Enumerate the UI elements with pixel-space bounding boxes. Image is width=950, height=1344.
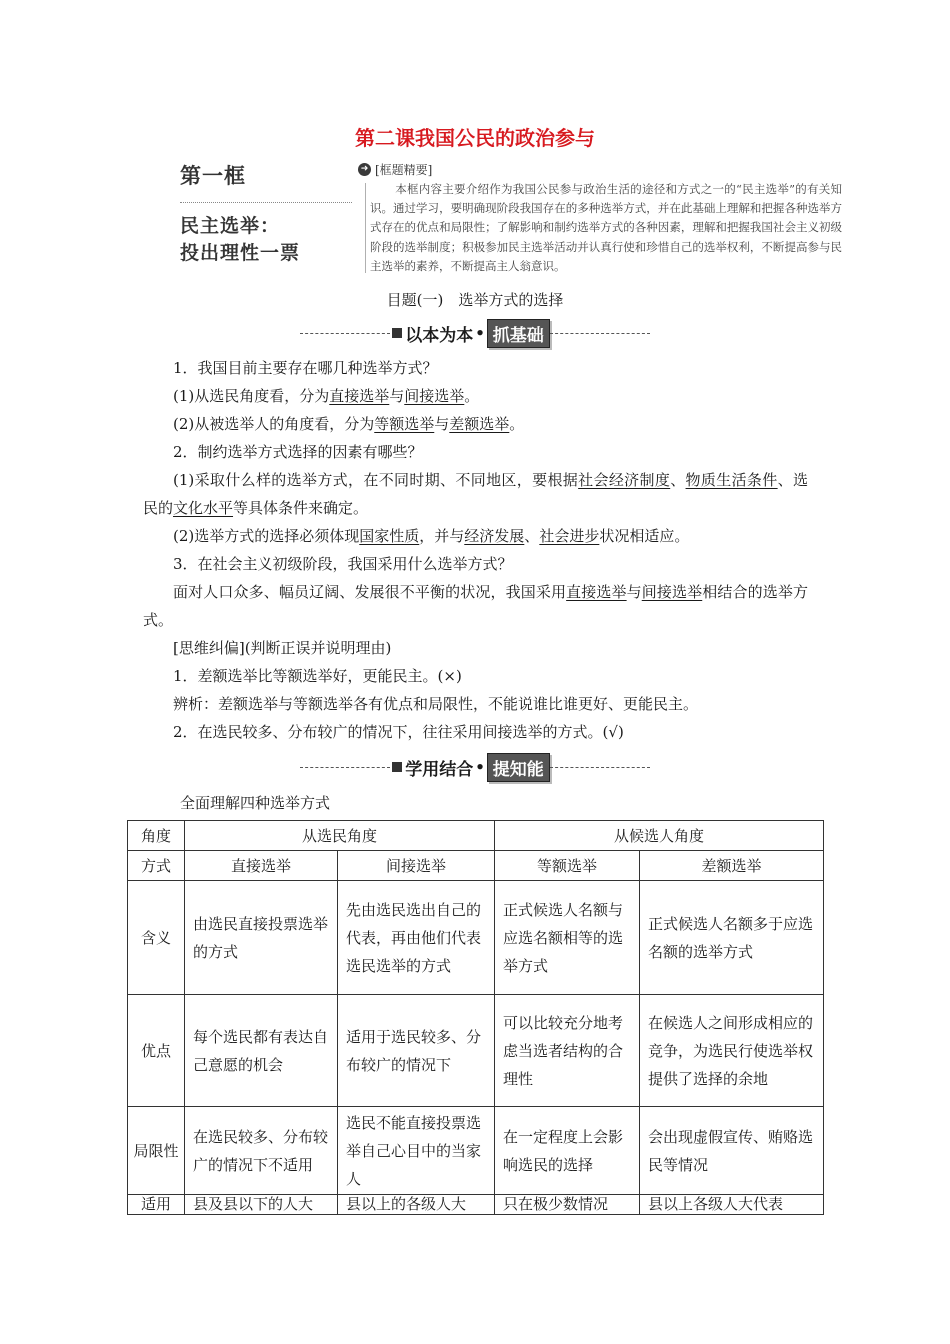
answer xyxy=(143,410,808,438)
table-cell: 县及县以下的人大 xyxy=(185,1195,338,1215)
key-term: 文化水平 xyxy=(173,499,234,517)
square-icon xyxy=(392,328,402,338)
table-cell: 正式候选人名额与应选名额相等的选举方式 xyxy=(495,881,640,995)
banner-text: 以本为本 xyxy=(405,325,474,346)
key-term: 直接选举 xyxy=(329,387,390,405)
judge-item: 1．差额选举比等额选举好，更能民主。(×) xyxy=(173,667,462,685)
header-cell: 间接选举 xyxy=(338,851,495,881)
table-cell: 在选民较多、分布较广的情况下不适用 xyxy=(185,1107,338,1195)
lesson-name: 第一框 xyxy=(180,164,246,188)
table-row xyxy=(128,1107,824,1195)
key-term: 物质生活条件 xyxy=(685,471,778,489)
summary-text: 本框内容主要介绍作为我国公民参与政治生活的途径和方式之一的“民主选举”的有关知识。通过学习，要明确现阶段我国存在的多种选举方式，并在此基础上理解和把握各种选举方式存在的优点和局限性；了解影响和制约选举方式的各种因素，理解和把握我国社会主义初级阶段的选举制度；积极参加民主选举活动并认真行使和珍惜自己的选举权利，不断提高参与民主选举的素养，不断提高主人翁意识。 xyxy=(370,182,842,273)
table-cell: 每个选民都有表达自己意愿的机会 xyxy=(185,995,338,1107)
answer-text: 、选民的 xyxy=(143,471,808,517)
header-cell: 角度 xyxy=(128,821,185,851)
judge-analysis: 辨析：差额选举与等额选举各有优点和局限性，不能说谁比谁更好、更能民主。 xyxy=(173,695,699,713)
table-cell: 在候选人之间形成相应的竞争，为选民行使选举权提供了选择的余地 xyxy=(640,995,824,1107)
divider xyxy=(300,767,390,768)
qa-section xyxy=(143,354,808,746)
table-cell: 由选民直接投票选举的方式 xyxy=(185,881,338,995)
table-cell: 县以上各级人大代表 xyxy=(640,1195,824,1215)
answer-text: 。 xyxy=(509,415,525,433)
table-header-row xyxy=(128,851,824,881)
key-term: 间接选举 xyxy=(641,583,703,601)
table-cell: 只在极少数情况 xyxy=(495,1195,640,1215)
banner-badge: 提知能 xyxy=(487,753,550,782)
answer-text: (1)采取什么样的选举方式，在不同时期、不同地区，要根据 xyxy=(173,471,579,489)
header-cell: 等额选举 xyxy=(495,851,640,881)
banner-text: 学用结合 xyxy=(405,759,474,780)
answer-text: 、 xyxy=(670,471,686,489)
answer xyxy=(143,522,808,550)
summary-label: [框题精要] xyxy=(375,163,433,177)
question: 2．制约选举方式选择的因素有哪些？ xyxy=(173,443,423,461)
question: 3．在社会主义初级阶段，我国采用什么选举方式？ xyxy=(173,555,513,573)
section-banner-apply xyxy=(0,752,950,782)
answer-text: 与 xyxy=(626,583,642,601)
answer xyxy=(143,578,808,634)
answer-text: 与 xyxy=(389,387,405,405)
key-term: 经济发展 xyxy=(464,527,525,545)
table-cell: 选民不能直接投票选举自己心目中的当家人 xyxy=(338,1107,495,1195)
answer-text: (2)从被选举人的角度看，分为 xyxy=(173,415,375,433)
answer-text: 与 xyxy=(434,415,450,433)
header-cell: 方式 xyxy=(128,851,185,881)
key-term: 社会经济制度 xyxy=(578,471,671,489)
row-label: 局限性 xyxy=(128,1107,185,1195)
header-cell: 从选民角度 xyxy=(185,821,495,851)
question: 1．我国目前主要存在哪几种选举方式？ xyxy=(173,359,438,377)
subtopic-heading: 目题(一) 选举方式的选择 xyxy=(386,291,564,309)
table-cell: 县以上的各级人大 xyxy=(338,1195,495,1215)
judge-header: [思维纠偏](判断正误并说明理由) xyxy=(173,639,392,657)
key-term: 国家性质 xyxy=(359,527,420,545)
header-cell: 差额选举 xyxy=(640,851,824,881)
judge-item: 2．在选民较多、分布较广的情况下，往往采用间接选举的方式。(√) xyxy=(173,723,624,741)
row-label: 含义 xyxy=(128,881,185,995)
comparison-table xyxy=(127,820,824,1215)
lesson-heading xyxy=(180,160,355,267)
answer-text: 等具体条件来确定。 xyxy=(233,499,369,517)
table-cell: 适用于选民较多、分布较广的情况下 xyxy=(338,995,495,1107)
divider xyxy=(300,333,390,334)
header-cell: 直接选举 xyxy=(185,851,338,881)
banner-badge: 抓基础 xyxy=(487,319,550,348)
table-cell: 在一定程度上会影响选民的选择 xyxy=(495,1107,640,1195)
answer-text: (2)选举方式的选择必须体现 xyxy=(173,527,360,545)
table-cell: 可以比较充分地考虑当选者结构的合理性 xyxy=(495,995,640,1107)
table-header-row xyxy=(128,821,824,851)
square-icon xyxy=(392,762,402,772)
answer-text: 、 xyxy=(524,527,540,545)
arrow-circle-icon: ➜ xyxy=(358,163,371,176)
divider xyxy=(550,767,650,768)
answer-text: ，并与 xyxy=(419,527,465,545)
section-banner-basics xyxy=(0,318,950,348)
row-label: 优点 xyxy=(128,995,185,1107)
summary-heading xyxy=(358,161,432,178)
lesson-subtitle-line1: 民主选举： xyxy=(180,215,281,237)
answer-text: 面对人口众多、幅员辽阔、发展很不平衡的状况，我国采用 xyxy=(173,583,567,601)
key-term: 社会进步 xyxy=(539,527,600,545)
answer xyxy=(143,382,808,410)
banner-dot: • xyxy=(475,758,485,776)
divider xyxy=(550,333,650,334)
table-row xyxy=(128,995,824,1107)
answer-text: 。 xyxy=(464,387,480,405)
table-cell: 正式候选人名额多于应选名额的选举方式 xyxy=(640,881,824,995)
banner-dot: • xyxy=(475,324,485,342)
header-cell: 从候选人角度 xyxy=(495,821,824,851)
lesson-subtitle-line2: 投出理性一票 xyxy=(180,242,301,264)
answer-text: 相结合的选举方式。 xyxy=(143,583,808,629)
table-caption: 全面理解四种选举方式 xyxy=(180,794,331,812)
table-row xyxy=(128,881,824,995)
divider xyxy=(365,183,366,273)
key-term: 等额选举 xyxy=(374,415,435,433)
answer-text: 状况相适应。 xyxy=(599,527,690,545)
table-row xyxy=(128,1195,824,1215)
page-title: 第二课我国公民的政治参与 xyxy=(355,126,595,150)
table-cell: 会出现虚假宣传、贿赂选民等情况 xyxy=(640,1107,824,1195)
key-term: 差额选举 xyxy=(449,415,510,433)
divider xyxy=(180,202,352,203)
key-term: 间接选举 xyxy=(404,387,465,405)
table-cell: 先由选民选出自己的代表，再由他们代表选民选举的方式 xyxy=(338,881,495,995)
answer-text: (1)从选民角度看，分为 xyxy=(173,387,330,405)
key-term: 直接选举 xyxy=(566,583,627,601)
row-label: 适用 xyxy=(128,1195,185,1215)
answer xyxy=(143,466,808,522)
